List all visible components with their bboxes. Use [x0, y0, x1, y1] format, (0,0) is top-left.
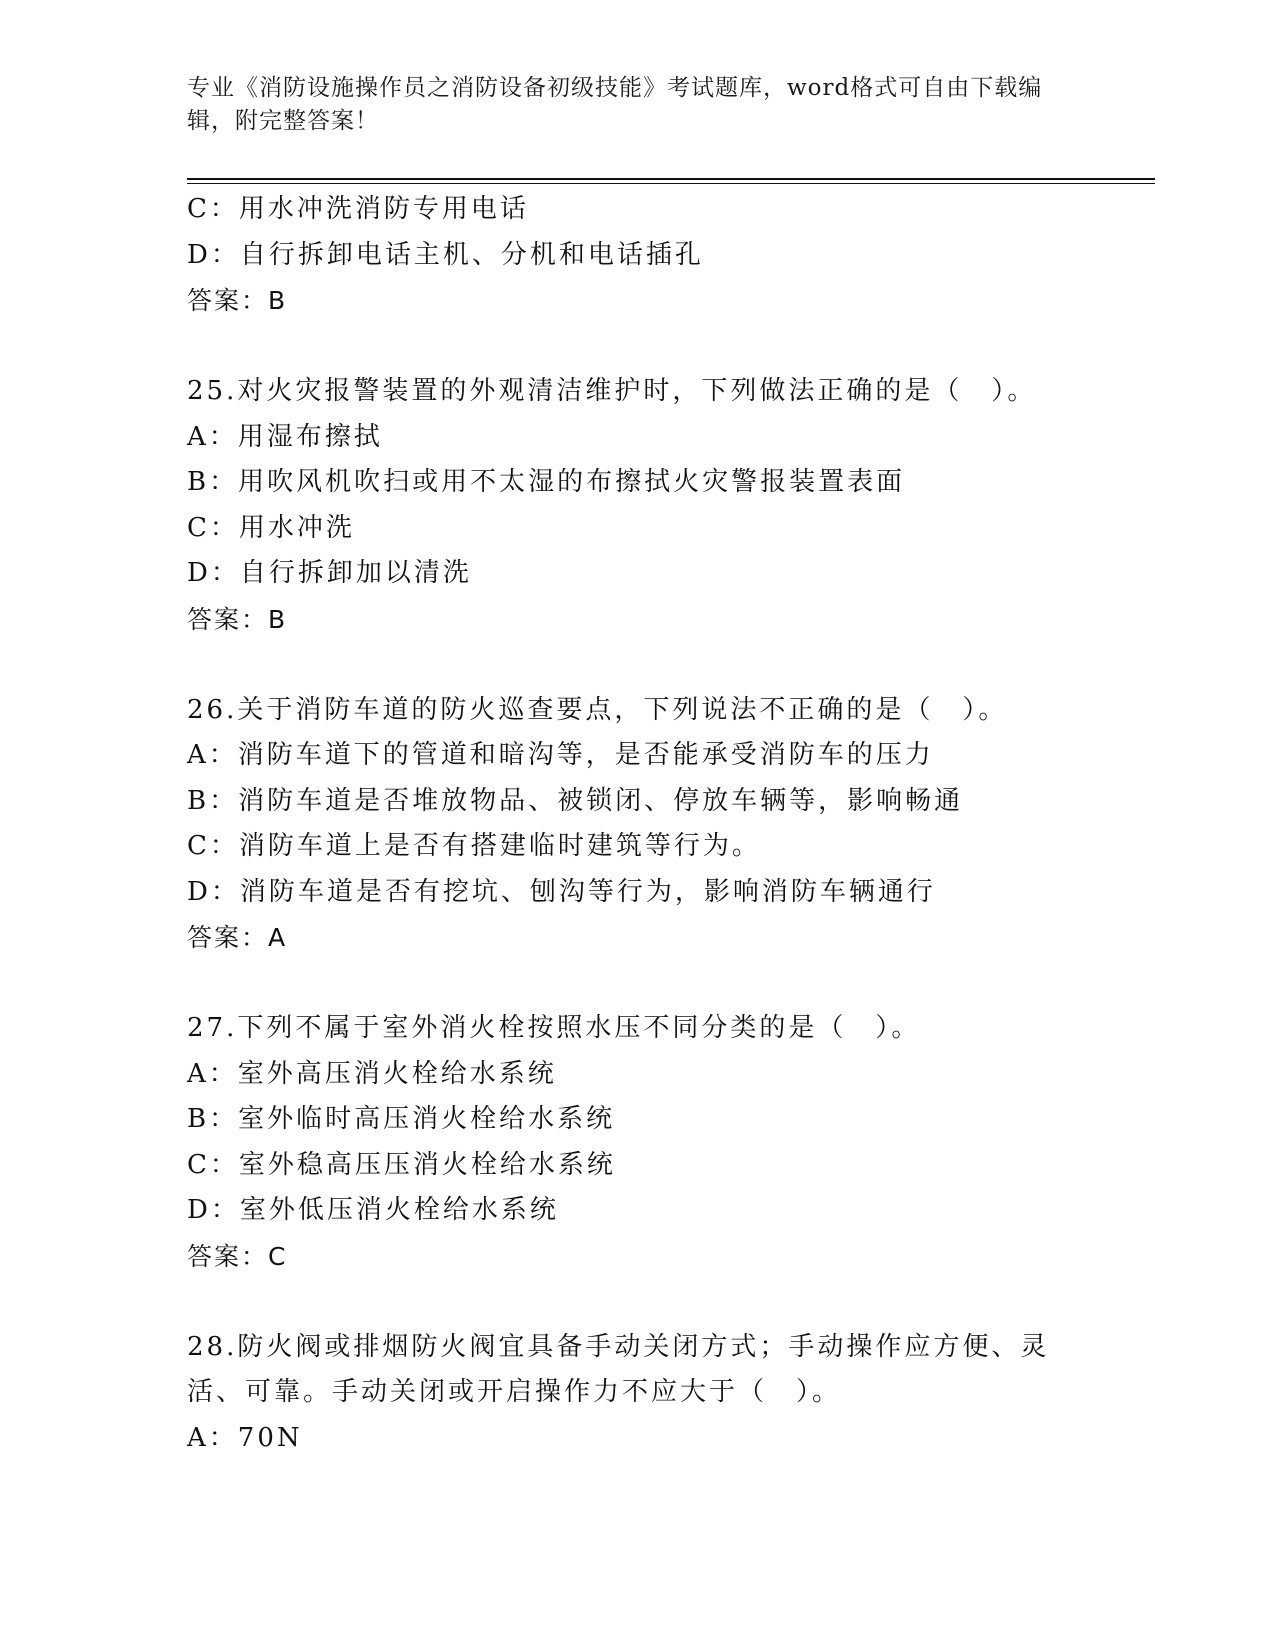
- option-a: A：用湿布擦拭: [187, 421, 383, 452]
- spacer: [187, 961, 1087, 1007]
- spacer: [187, 1279, 1087, 1325]
- option-a: A：70N: [187, 1422, 303, 1453]
- question-stem: 25.对火灾报警装置的外观清洁维护时，下列做法正确的是（ ）。: [187, 376, 1037, 406]
- option-d: D：消防车道是否有挖坑、刨沟等行为，影响消防车辆通行: [187, 876, 936, 907]
- question-stem: 26.关于消防车道的防火巡查要点，下列说法不正确的是（ ）。: [187, 694, 1008, 725]
- header-rule-thin: [187, 183, 1155, 184]
- option-c: C：用水冲洗: [187, 512, 355, 543]
- option-a: A：室外高压消火栓给水系统: [187, 1058, 557, 1089]
- option-c: C：室外稳高压压消火栓给水系统: [187, 1149, 616, 1180]
- option-b: B：消防车道是否堆放物品、被锁闭、停放车辆等，影响畅通: [187, 785, 964, 816]
- option-c: C：用水冲洗消防专用电话: [187, 194, 529, 224]
- option-b: B：室外临时高压消火栓给水系统: [187, 1104, 616, 1134]
- question-content: [187, 187, 1087, 1461]
- question-stem: 28.防火阀或排烟防火阀宜具备手动关闭方式；手动操作应方便、灵活、可靠。手动关闭或开启操作力不应大于（ ）。: [187, 1331, 1050, 1407]
- option-d: D：室外低压消火栓给水系统: [187, 1195, 559, 1225]
- option-c: C：消防车道上是否有搭建临时建筑等行为。: [187, 831, 761, 861]
- answer-line: 答案：B: [187, 604, 288, 634]
- answer-line: 答案：C: [187, 1241, 288, 1271]
- header-rule-thick: [187, 178, 1155, 180]
- question-stem: 27.下列不属于室外消火栓按照水压不同分类的是（ ）。: [187, 1013, 921, 1043]
- spacer: [187, 642, 1087, 688]
- option-a: A：消防车道下的管道和暗沟等，是否能承受消防车的压力: [187, 740, 934, 770]
- option-b: B：用吹风机吹扫或用不太湿的布擦拭火灾警报装置表面: [187, 467, 906, 497]
- spacer: [187, 324, 1087, 370]
- option-d: D：自行拆卸电话主机、分机和电话插孔: [187, 239, 704, 270]
- option-d: D：自行拆卸加以清洗: [187, 558, 472, 588]
- answer-line: 答案：A: [187, 923, 288, 952]
- answer-line: 答案：B: [187, 286, 288, 315]
- document-header: 专业《消防设施操作员之消防设备初级技能》考试题库，word格式可自由下载编辑，附完整答案！: [187, 75, 1043, 134]
